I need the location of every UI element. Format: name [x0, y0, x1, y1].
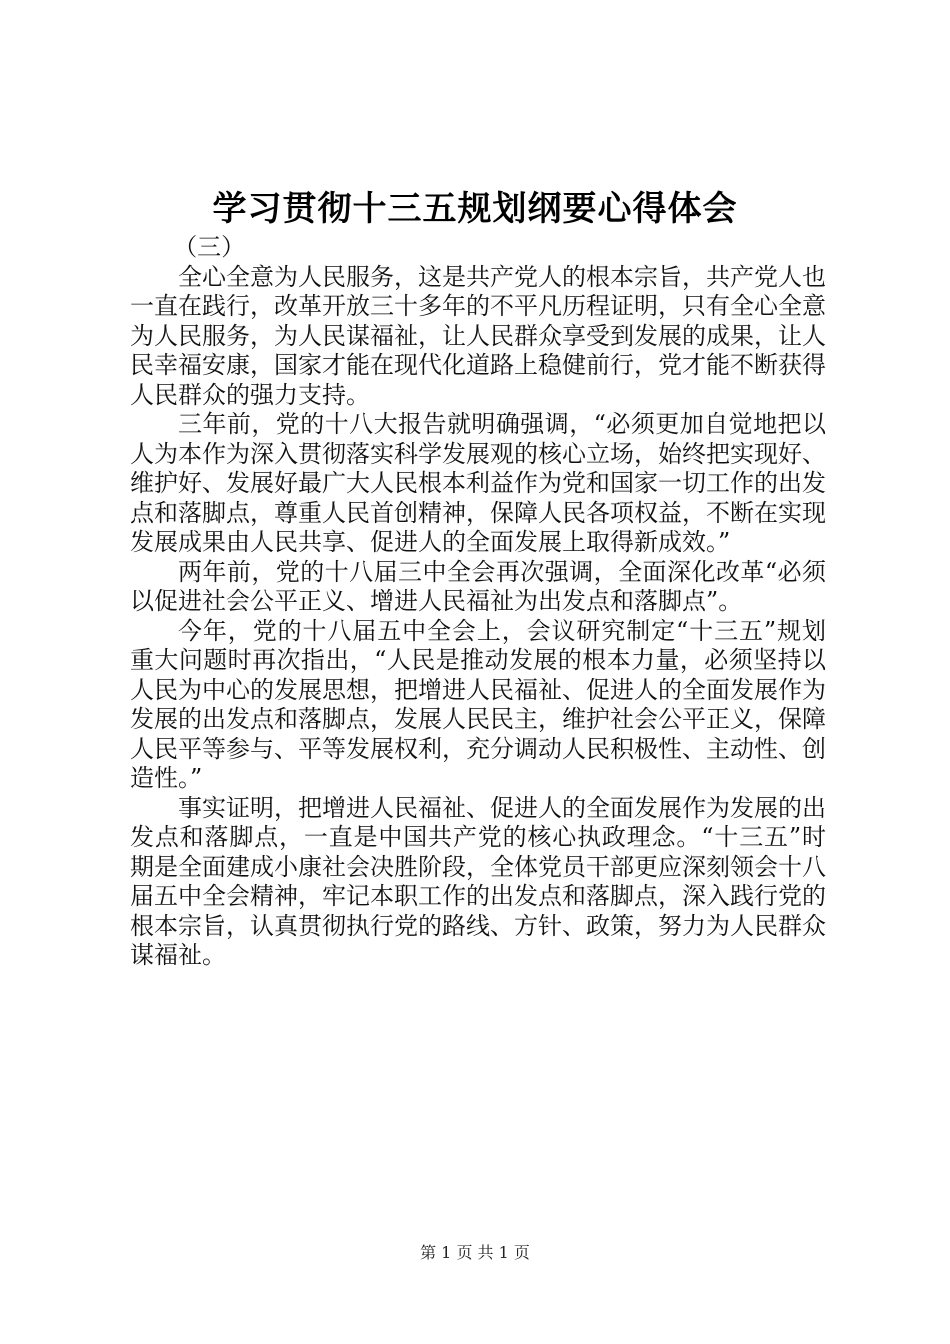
page-number-footer: 第 1 页 共 1 页	[420, 1243, 530, 1262]
paragraph: 三年前，党的十八大报告就明确强调，“必须更加自觉地把以人为本作为深入贯彻落实科学发展观的核心立场，始终把实现好、维护好、发展好最广大人民根本利益作为党和国家一切工作的出发点和落脚点，尊重人民首创精神，保障人民各项权益，不断在实现发展成果由人民共享、促进人的全面发展上取得新成效。”	[130, 410, 826, 556]
document-title: 学习贯彻十三五规划纲要心得体会	[212, 189, 738, 229]
document-body	[130, 233, 826, 971]
paragraph: 今年，党的十八届五中全会上，会议研究制定“十三五”规划重大问题时再次指出，“人民是推动发展的根本力量，必须坚持以人民为中心的发展思想，把增进人民福祉、促进人的全面发展作为发展的出发点和落脚点，发展人民民主，维护社会公平正义，保障人民平等参与、平等发展权利，充分调动人民积极性、主动性、创造性。”	[130, 616, 826, 792]
paragraph: 两年前，党的十八届三中全会再次强调，全面深化改革“必须以促进社会公平正义、增进人民福祉为出发点和落脚点”。	[130, 557, 826, 615]
document-subtitle: （三）	[173, 233, 246, 261]
paragraph: 事实证明，把增进人民福祉、促进人的全面发展作为发展的出发点和落脚点，一直是中国共产党的核心执政理念。“十三五”时期是全面建成小康社会决胜阶段，全体党员干部更应深刻领会十八届五中全会精神，牢记本职工作的出发点和落脚点，深入践行党的根本宗旨，认真贯彻执行党的路线、方针、政策，努力为人民群众谋福祉。	[130, 793, 826, 969]
paragraph: 全心全意为人民服务，这是共产党人的根本宗旨，共产党人也一直在践行，改革开放三十多年的不平凡历程证明，只有全心全意为人民服务，为人民谋福祉，让人民群众享受到发展的成果，让人民幸福安康，国家才能在现代化道路上稳健前行，党才能不断获得人民群众的强力支持。	[130, 262, 826, 409]
